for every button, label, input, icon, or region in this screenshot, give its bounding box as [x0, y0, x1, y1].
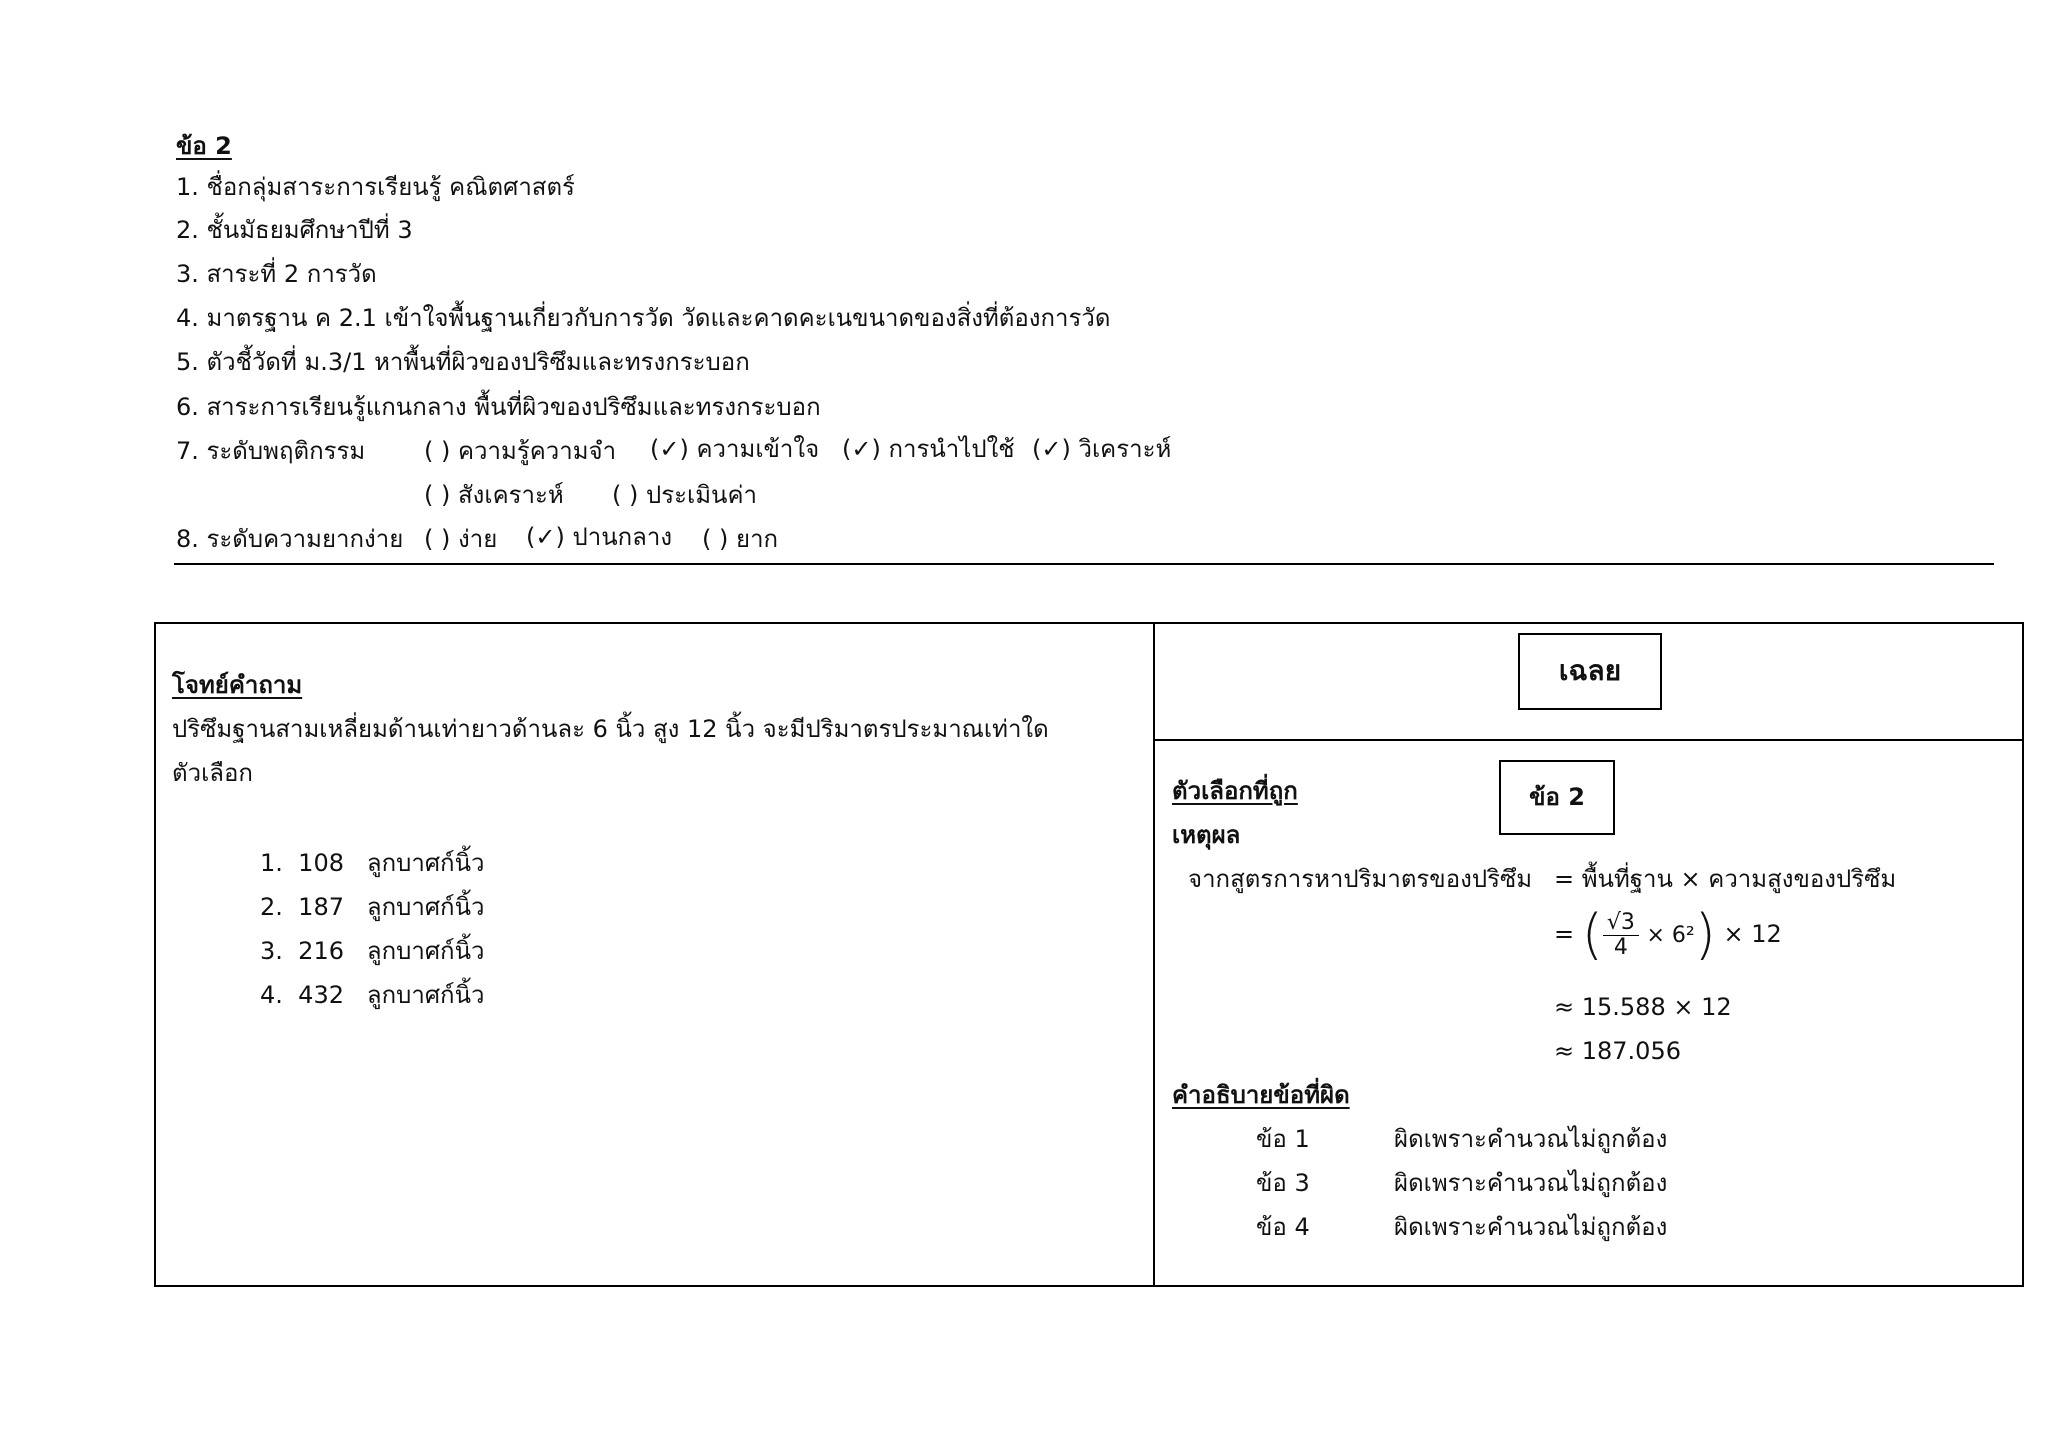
- wrong-reason-3: ผิดเพราะคำนวณไม่ถูกต้อง: [1394, 1213, 1668, 1241]
- synthesize-label: สังเคราะห์: [458, 481, 564, 509]
- choice-2-num: 2.: [260, 893, 283, 921]
- subject-group-line: 1. ชื่อกลุ่มสาระการเรียนรู้ คณิตศาสตร์: [176, 173, 575, 201]
- recall-label: ความรู้ความจำ: [458, 437, 617, 465]
- hard-label: ยาก: [736, 525, 779, 553]
- choice-1-num: 1.: [260, 849, 283, 877]
- behavior-option-synthesize: [424, 480, 564, 510]
- formula-step-1: = พื้นที่ฐาน × ความสูงของปริซึม: [1554, 865, 1897, 893]
- correct-choice-value: ข้อ 2: [1529, 783, 1585, 811]
- choice-3-num: 3.: [260, 937, 283, 965]
- fraction-numerator: √3: [1603, 911, 1639, 936]
- left-paren: (: [1581, 903, 1603, 966]
- evaluate-mark: ( ): [612, 481, 639, 509]
- difficulty-option-easy: [424, 524, 497, 554]
- header-divider: [174, 563, 1994, 565]
- behavior-option-apply: [842, 434, 1015, 464]
- wrong-reason-2: ผิดเพราะคำนวณไม่ถูกต้อง: [1394, 1169, 1668, 1197]
- choice-4-unit: ลูกบาศก์นิ้ว: [366, 981, 485, 1009]
- behavior-option-analyze: [1032, 434, 1171, 464]
- behavior-option-recall: [424, 436, 616, 466]
- standard-line: 4. มาตรฐาน ค 2.1 เข้าใจพื้นฐานเกี่ยวกับการวัด วัดและคาดคะเนขนาดของสิ่งที่ต้องการวัด: [176, 304, 1111, 332]
- reason-label: เหตุผล: [1172, 821, 1241, 849]
- formula-step-4: ≈ 187.056: [1554, 1037, 1681, 1065]
- choice-4-value: 432: [298, 981, 344, 1009]
- wrong-item-3: ข้อ 4: [1256, 1213, 1310, 1241]
- understand-label: ความเข้าใจ: [696, 435, 820, 463]
- formula-step-2-eq: =: [1554, 920, 1575, 948]
- behavior-option-evaluate: [612, 480, 757, 510]
- answer-title: เฉลย: [1558, 654, 1622, 687]
- evaluate-label: ประเมินค่า: [646, 481, 757, 509]
- easy-label: ง่าย: [458, 525, 498, 553]
- choice-2: [260, 892, 484, 922]
- times-six-squared: × 6²: [1646, 923, 1695, 948]
- formula-step-2-tail: × 12: [1723, 920, 1782, 948]
- sqrt3-over-4-fraction: [1603, 911, 1639, 960]
- difficulty-label: 8. ระดับความยากง่าย: [176, 525, 404, 553]
- choice-2-value: 187: [298, 893, 344, 921]
- difficulty-option-hard: [702, 524, 778, 554]
- wrong-item-2: ข้อ 3: [1256, 1169, 1310, 1197]
- answer-header-divider: [1153, 739, 2024, 741]
- core-content-line: 6. สาระการเรียนรู้แกนกลาง พื้นที่ผิวของปริซึมและทรงกระบอก: [176, 393, 821, 421]
- difficulty-option-medium: [526, 522, 672, 552]
- behavior-option-understand: [650, 434, 819, 464]
- apply-mark: (✓): [842, 435, 881, 463]
- right-paren: ): [1694, 903, 1716, 966]
- correct-choice-label: ตัวเลือกที่ถูก: [1172, 777, 1298, 805]
- choice-1: [260, 848, 484, 878]
- medium-mark: (✓): [526, 523, 565, 551]
- wrong-explanation-label: คำอธิบายข้อที่ผิด: [1172, 1081, 1350, 1109]
- wrong-item-1: ข้อ 1: [1256, 1125, 1310, 1153]
- easy-mark: ( ): [424, 525, 451, 553]
- choice-2-unit: ลูกบาศก์นิ้ว: [366, 893, 485, 921]
- synthesize-mark: ( ): [424, 481, 451, 509]
- hard-mark: ( ): [702, 525, 729, 553]
- formula-intro: จากสูตรการหาปริมาตรของปริซึม: [1188, 865, 1533, 893]
- indicator-line: 5. ตัวชี้วัดที่ ม.3/1 หาพื้นที่ผิวของปริซึมและทรงกระบอก: [176, 348, 750, 376]
- behavior-label: 7. ระดับพฤติกรรม: [176, 437, 366, 465]
- question-text: ปริซึมฐานสามเหลี่ยมด้านเท่ายาวด้านละ 6 นิ้ว สูง 12 นิ้ว จะมีปริมาตรประมาณเท่าใด: [172, 715, 1049, 743]
- choice-4-num: 4.: [260, 981, 283, 1009]
- medium-label: ปานกลาง: [572, 523, 673, 551]
- item-title: ข้อ 2: [176, 132, 232, 160]
- choice-3-value: 216: [298, 937, 344, 965]
- choice-4: [260, 980, 484, 1010]
- strand-line: 3. สาระที่ 2 การวัด: [176, 260, 377, 288]
- analyze-label: วิเคราะห์: [1078, 435, 1172, 463]
- formula-step-3: ≈ 15.588 × 12: [1554, 993, 1732, 1021]
- table-column-divider: [1153, 622, 1155, 1287]
- choice-1-value: 108: [298, 849, 344, 877]
- fraction-denominator: 4: [1613, 934, 1628, 960]
- recall-mark: ( ): [424, 437, 451, 465]
- apply-label: การนำไปใช้: [888, 435, 1015, 463]
- question-heading: โจทย์คำถาม: [172, 671, 303, 699]
- choices-label: ตัวเลือก: [172, 759, 253, 787]
- formula-step-2: [1554, 904, 1782, 966]
- grade-line: 2. ชั้นมัธยมศึกษาปีที่ 3: [176, 216, 413, 244]
- choice-3: [260, 936, 484, 966]
- analyze-mark: (✓): [1032, 435, 1071, 463]
- understand-mark: (✓): [650, 435, 689, 463]
- choice-3-unit: ลูกบาศก์นิ้ว: [366, 937, 485, 965]
- wrong-reason-1: ผิดเพราะคำนวณไม่ถูกต้อง: [1394, 1125, 1668, 1153]
- choice-1-unit: ลูกบาศก์นิ้ว: [366, 849, 485, 877]
